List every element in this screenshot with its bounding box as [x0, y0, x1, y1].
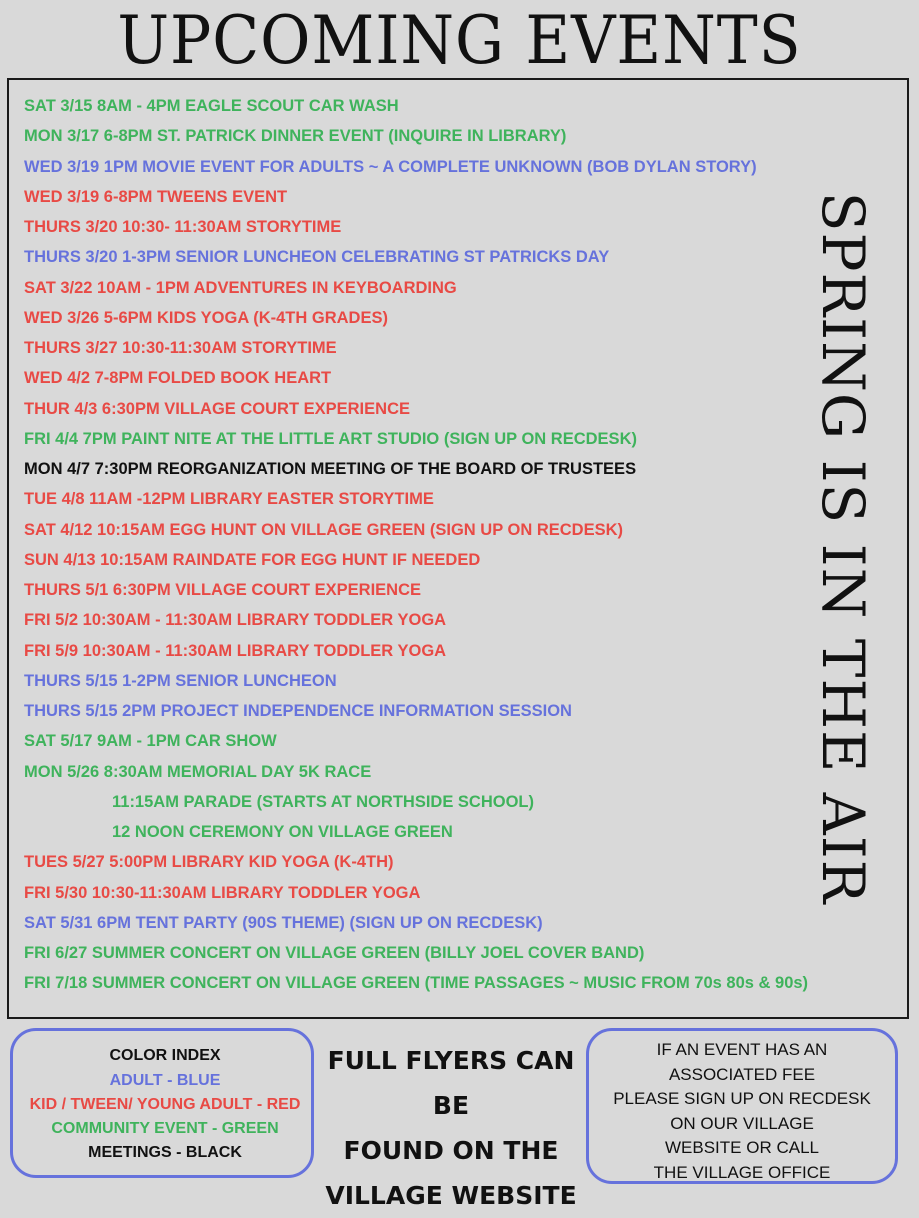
event-item: WED 3/26 5-6PM KIDS YOGA (K-4TH GRADES) [24, 308, 388, 327]
event-item: FRI 7/18 SUMMER CONCERT ON VILLAGE GREEN (TIME PASSAGES ~ MUSIC FROM 70s 80s & 90s) [24, 974, 809, 993]
side-text: SPRING IS IN THE AIR [809, 191, 877, 905]
event-item: THURS 5/1 6:30PM VILLAGE COURT EXPERIENCE [24, 581, 421, 599]
legend-item-kid: KID / TWEEN/ YOUNG ADULT - RED [29, 1096, 301, 1113]
event-item: SAT 5/17 9AM - 1PM CAR SHOW [24, 732, 277, 751]
event-item: FRI 5/2 10:30AM - 11:30AM LIBRARY TODDLER YOGA [24, 611, 447, 630]
event-item: SAT 5/31 6PM TENT PARTY (90S THEME) (SIGN UP ON RECDESK) [24, 913, 543, 932]
event-item: THUR 4/3 6:30PM VILLAGE COURT EXPERIENCE [24, 399, 410, 418]
legend-item-community: COMMUNITY EVENT - GREEN [51, 1120, 279, 1137]
fee-note-line: THE VILLAGE OFFICE [653, 1163, 831, 1182]
color-index-heading: COLOR INDEX [109, 1047, 221, 1064]
event-item: MON 4/7 7:30PM REORGANIZATION MEETING OF THE BOARD OF TRUSTEES [24, 460, 637, 478]
fee-note-line: ASSOCIATED FEE [668, 1065, 816, 1084]
event-item: SUN 4/13 10:15AM RAINDATE FOR EGG HUNT IF NEEDED [24, 550, 481, 569]
event-item: 12 NOON CEREMONY ON VILLAGE GREEN [112, 823, 453, 841]
events-list [24, 91, 808, 999]
event-item: THURS 3/20 1-3PM SENIOR LUNCHEON CELEBRATING ST PATRICKS DAY [24, 248, 610, 267]
flyers-line: FOUND ON THE [343, 1136, 559, 1165]
event-item: FRI 5/30 10:30-11:30AM LIBRARY TODDLER YOGA [24, 883, 421, 902]
fee-note-box [586, 1028, 898, 1184]
event-item: TUES 5/27 5:00PM LIBRARY KID YOGA (K-4TH) [24, 853, 394, 872]
fee-note-line: ON OUR VILLAGE [670, 1114, 814, 1133]
event-item: SAT 3/22 10AM - 1PM ADVENTURES IN KEYBOARDING [24, 278, 457, 297]
flyers-note [318, 1038, 584, 1218]
event-item: 11:15AM PARADE (STARTS AT NORTHSIDE SCHOOL) [112, 792, 534, 811]
event-item: SAT 4/12 10:15AM EGG HUNT ON VILLAGE GREEN (SIGN UP ON RECDESK) [24, 520, 623, 539]
legend-item-meetings: MEETINGS - BLACK [88, 1144, 242, 1161]
event-item: FRI 6/27 SUMMER CONCERT ON VILLAGE GREEN (BILLY JOEL COVER BAND) [24, 944, 645, 962]
fee-note-line: IF AN EVENT HAS AN [656, 1040, 828, 1059]
event-item: THURS 3/20 10:30- 11:30AM STORYTIME [24, 218, 342, 236]
color-index-box [10, 1028, 314, 1178]
event-item: TUE 4/8 11AM -12PM LIBRARY EASTER STORYTIME [24, 490, 434, 509]
flyers-line: VILLAGE WEBSITE [325, 1181, 577, 1210]
event-item: MON 5/26 8:30AM MEMORIAL DAY 5K RACE [24, 762, 372, 781]
event-item: FRI 4/4 7PM PAINT NITE AT THE LITTLE ART STUDIO (SIGN UP ON RECDESK) [24, 429, 637, 448]
page-title: UPCOMING EVENTS [117, 2, 802, 79]
event-item: WED 4/2 7-8PM FOLDED BOOK HEART [24, 369, 332, 388]
event-item: WED 3/19 6-8PM TWEENS EVENT [24, 187, 288, 206]
event-item: MON 3/17 6-8PM ST. PATRICK DINNER EVENT (INQUIRE IN LIBRARY) [24, 127, 567, 146]
event-item: FRI 5/9 10:30AM - 11:30AM LIBRARY TODDLER YOGA [24, 641, 447, 660]
event-item: WED 3/19 1PM MOVIE EVENT FOR ADULTS ~ A COMPLETE UNKNOWN (BOB DYLAN STORY) [24, 157, 757, 176]
flyers-line: FULL FLYERS CAN BE [327, 1046, 575, 1120]
event-item: THURS 5/15 1-2PM SENIOR LUNCHEON [24, 671, 337, 690]
event-item: THURS 3/27 10:30-11:30AM STORYTIME [24, 339, 337, 357]
fee-note-line: WEBSITE OR CALL [665, 1138, 819, 1157]
event-item: THURS 5/15 2PM PROJECT INDEPENDENCE INFORMATION SESSION [24, 702, 572, 720]
event-item: SAT 3/15 8AM - 4PM EAGLE SCOUT CAR WASH [24, 97, 399, 115]
fee-note-line: PLEASE SIGN UP ON RECDESK [613, 1089, 871, 1108]
legend-item-adult: ADULT - BLUE [109, 1072, 221, 1089]
